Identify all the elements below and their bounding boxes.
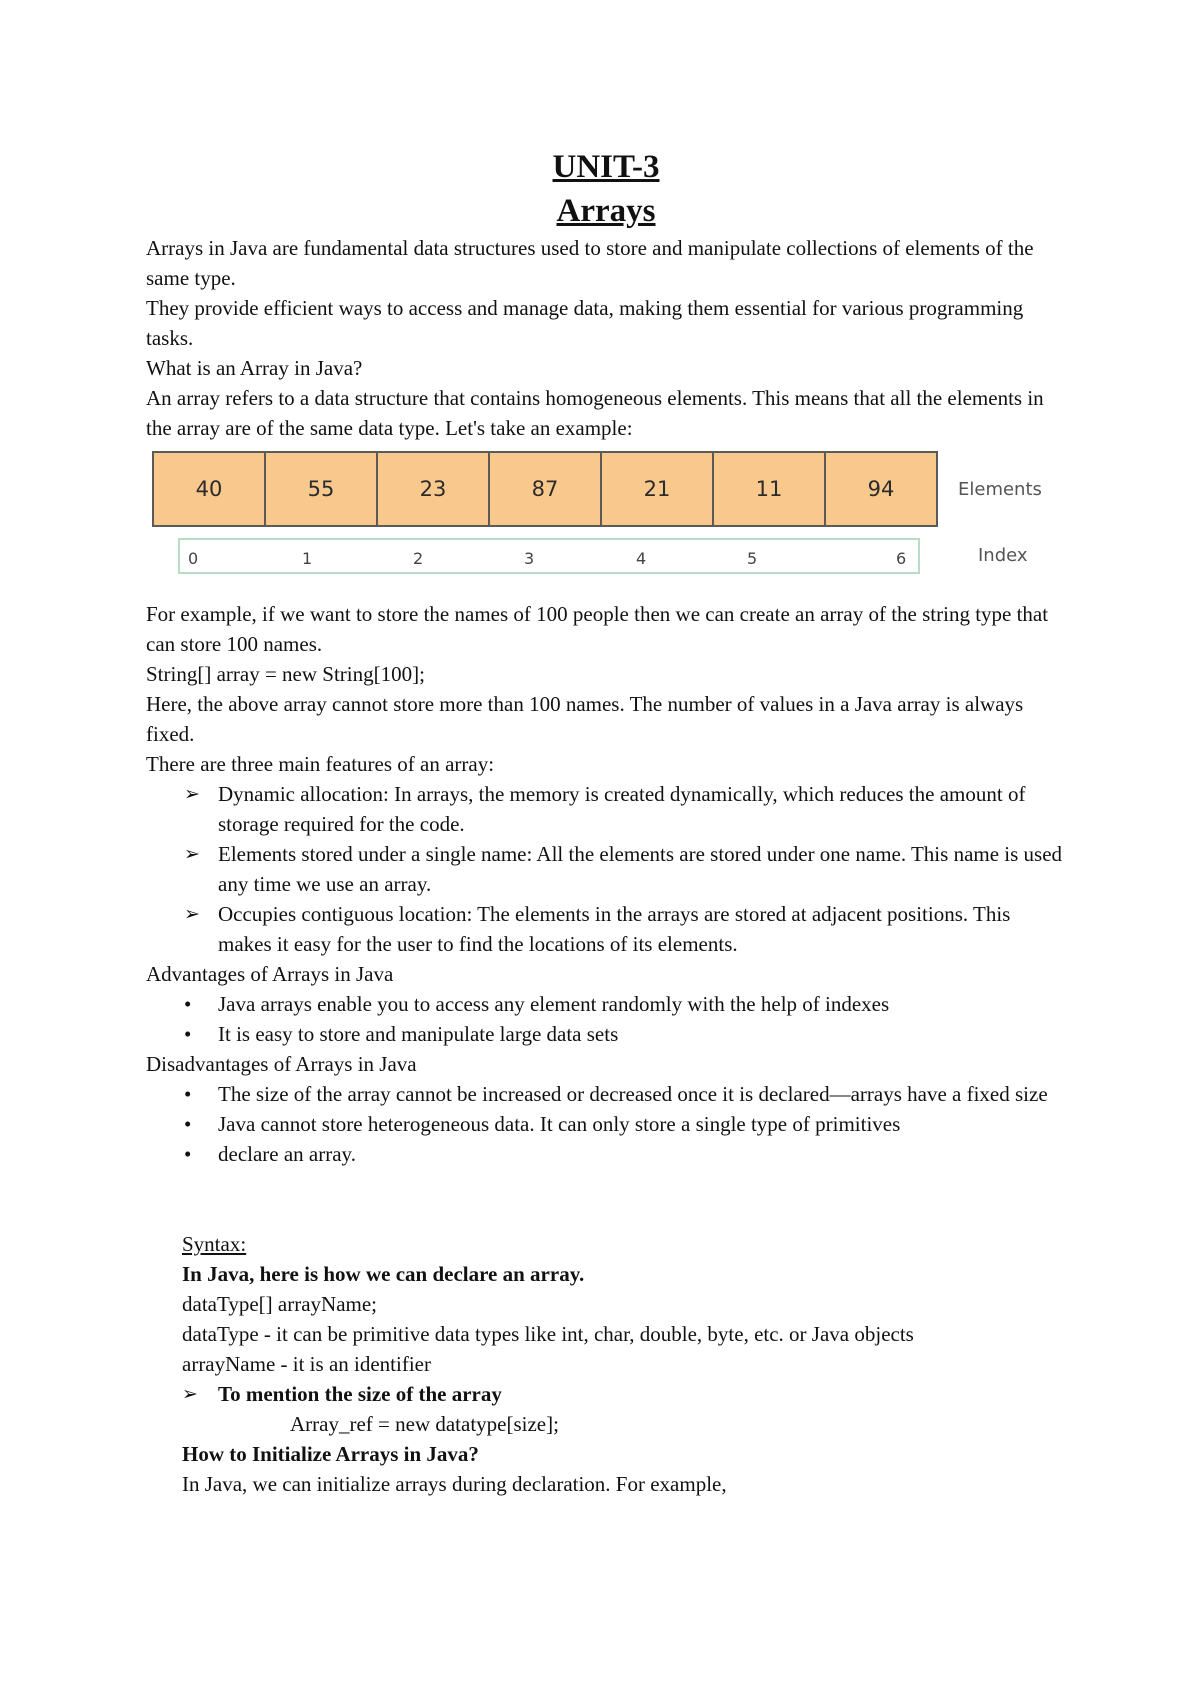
elements-label: Elements bbox=[958, 479, 1042, 500]
array-index-label: 2 bbox=[413, 549, 424, 568]
example-code: String[] array = new String[100]; bbox=[146, 662, 425, 686]
disadvantages-heading: Disadvantages of Arrays in Java bbox=[146, 1052, 417, 1076]
arrow-bullet-icon: ➢ bbox=[184, 903, 200, 925]
feature-text: Dynamic allocation: In arrays, the memory is created dynamically, which reduces the amount of storage required for the code. bbox=[218, 782, 1026, 836]
array-element-cell: 21 bbox=[602, 453, 714, 525]
array-index-label: 4 bbox=[636, 549, 647, 568]
arrow-bullet-icon: ➢ bbox=[182, 1383, 198, 1405]
list-item bbox=[146, 989, 1066, 1019]
intro-paragraph-2: They provide efficient ways to access and manage data, making them essential for various programming tasks. bbox=[146, 296, 1024, 350]
declare-heading: In Java, here is how we can declare an array. bbox=[182, 1262, 585, 1286]
bullet-icon: • bbox=[184, 1082, 192, 1106]
array-index-label: 1 bbox=[302, 549, 313, 568]
bullet-icon: • bbox=[184, 1112, 192, 1136]
arrow-bullet-icon: ➢ bbox=[184, 843, 200, 865]
arrayname-description: arrayName - it is an identifier bbox=[182, 1352, 431, 1376]
disadvantage-text: The size of the array cannot be increased or decreased once it is declared—arrays have a fixed size bbox=[218, 1082, 1048, 1106]
size-heading-text: To mention the size of the array bbox=[218, 1382, 502, 1406]
array-index-label: 3 bbox=[524, 549, 535, 568]
advantages-heading: Advantages of Arrays in Java bbox=[146, 962, 394, 986]
size-heading bbox=[182, 1379, 1066, 1409]
document-page bbox=[146, 145, 1066, 1499]
list-item bbox=[146, 1109, 1066, 1139]
arrow-bullet-icon: ➢ bbox=[184, 783, 200, 805]
index-label: Index bbox=[978, 545, 1028, 566]
disadvantages-list bbox=[146, 1079, 1066, 1169]
syntax-section bbox=[146, 1229, 1066, 1499]
declare-code: dataType[] arrayName; bbox=[182, 1292, 377, 1316]
example-paragraph: For example, if we want to store the names of 100 people then we can create an array of the string type that can store 100 names. bbox=[146, 602, 1049, 656]
list-item bbox=[146, 839, 1066, 899]
bullet-icon: • bbox=[184, 992, 192, 1016]
array-diagram bbox=[146, 447, 1066, 589]
features-list bbox=[146, 779, 1066, 959]
array-element-cell: 40 bbox=[154, 453, 266, 525]
size-code: Array_ref = new datatype[size]; bbox=[290, 1412, 559, 1436]
array-index-label: 0 bbox=[188, 549, 199, 568]
feature-text: Occupies contiguous location: The elements in the arrays are stored at adjacent positions. This makes it easy for the user to find the locations of its elements. bbox=[218, 902, 1011, 956]
intro-paragraph-1: Arrays in Java are fundamental data structures used to store and manipulate collections of elements of the same type. bbox=[146, 236, 1034, 290]
array-element-cell: 87 bbox=[490, 453, 602, 525]
intro-question: What is an Array in Java? bbox=[146, 356, 363, 380]
bullet-icon: • bbox=[184, 1022, 192, 1046]
unit-title: UNIT-3 bbox=[552, 149, 660, 185]
intro-paragraph-3: An array refers to a data structure that contains homogeneous elements. This means that all the elements in the array are of the same data type. Let's take an example: bbox=[146, 386, 1044, 440]
advantage-text: Java arrays enable you to access any element randomly with the help of indexes bbox=[218, 992, 890, 1016]
array-index-label: 5 bbox=[747, 549, 758, 568]
advantages-list bbox=[146, 989, 1066, 1049]
list-item bbox=[146, 899, 1066, 959]
array-elements-row bbox=[152, 451, 938, 527]
list-item bbox=[146, 1139, 1066, 1169]
disadvantage-text: Java cannot store heterogeneous data. It can only store a single type of primitives bbox=[218, 1112, 901, 1136]
init-heading: How to Initialize Arrays in Java? bbox=[182, 1442, 479, 1466]
array-element-cell: 55 bbox=[266, 453, 378, 525]
array-element-cell: 11 bbox=[714, 453, 826, 525]
features-intro: There are three main features of an array: bbox=[146, 752, 495, 776]
feature-text: Elements stored under a single name: All the elements are stored under one name. This name is used any time we use an array. bbox=[218, 842, 1063, 896]
disadvantage-text: declare an array. bbox=[218, 1142, 356, 1166]
array-element-cell: 23 bbox=[378, 453, 490, 525]
array-index-label: 6 bbox=[896, 549, 907, 568]
list-item bbox=[146, 779, 1066, 839]
fixed-size-paragraph: Here, the above array cannot store more than 100 names. The number of values in a Java array is always fixed. bbox=[146, 692, 1024, 746]
datatype-description: dataType - it can be primitive data types like int, char, double, byte, etc. or Java objects bbox=[182, 1322, 914, 1346]
list-item bbox=[146, 1019, 1066, 1049]
bullet-icon: • bbox=[184, 1142, 192, 1166]
topic-title: Arrays bbox=[556, 193, 656, 229]
syntax-label: Syntax: bbox=[182, 1232, 247, 1256]
list-item bbox=[146, 1079, 1066, 1109]
array-index-row bbox=[178, 538, 920, 574]
array-element-cell: 94 bbox=[867, 477, 895, 501]
init-text: In Java, we can initialize arrays during declaration. For example, bbox=[182, 1472, 727, 1496]
advantage-text: It is easy to store and manipulate large data sets bbox=[218, 1022, 619, 1046]
